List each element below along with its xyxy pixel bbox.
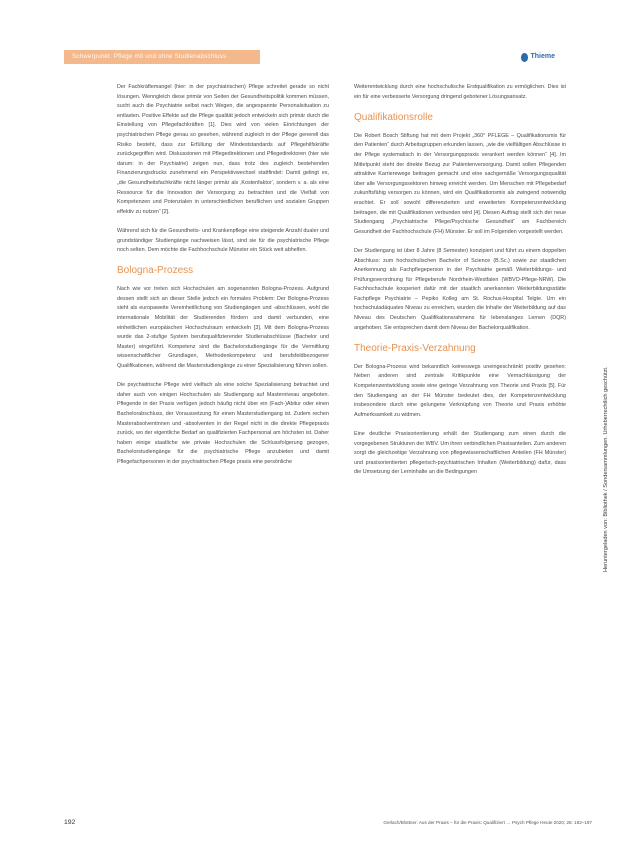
right-column: [354, 83, 566, 488]
section-heading: Bologna-Prozess: [117, 265, 194, 277]
paragraph: Während sich für die Gesundheits- und Krankenpflege eine steigende Anzahl dualer und grundständiger Studiengänge nachweisen lässt, sind sie für die psychiatrische Pflege noch selten. Dem möchte die Fachhochschule Münster ein Stück weit abhelfen.: [117, 227, 329, 254]
logo-mark-icon: [521, 53, 528, 62]
publisher-logo: [521, 52, 555, 62]
logo-text: Thieme: [530, 53, 555, 60]
paragraph: Der Bologna-Prozess wird bekanntlich keineswegs uneingeschränkt positiv gesehen: Neben anderen sind zentrale Kritikpunkte eine Vernachlässigung der Kompetenzentwicklung sowie eine geringe Verzahnung von Theorie und Praxis [5]. Für den Studiengang an der FH Münster bedeutet dies, der Kompetenzentwicklung insbesondere durch eine gelungene Verknüpfung von Theorie und Praxis erhöhte Aufmerksamkeit zu widmen.: [354, 363, 566, 418]
paragraph: Der Studiengang ist über 8 Jahre (8 Semester) konzipiert und führt zu einem doppelten Abschluss: zum hochschulischen Bachelor of Science (B.Sc.) sowie zur staatlichen Anerkennung als Fachpflegeperson in der Psychiatrie gemäß Weiterbildungs- und Prüfungsverordnung für Pflegeberufe Nordrhein-Westfalen (WBVO-Pflege-NRW). Die Fachhochschule kooperiert dafür mit der staatlich anerkannten Weiterbildungsstätte Fachpflege Psychiatrie – Pepiko Kolleg am St. Rochus-Hospital Telgte. Um ein hochschuladäquates Niveau zu erreichen, wurden die Inhalte der Weiterbildung auf das Niveau des Deutschen Qualifikationsrahmens für lebenslanges Lernen (DQR) angehoben. Sie entsprechen damit dem Niveau der Bachelorqualifikation.: [354, 247, 566, 331]
left-column: [117, 83, 329, 477]
paragraph: Nach wie vor treten sich Hochschulen am sogenannten Bologna-Prozess. Aufgrund dessen stellt sich an dieser Stelle jedoch ein formales Problem: Der Bologna-Prozess sieht als europaweite Vereinheitlichung von Studiengängen und -abschlüssen, wohl die internationale Mobilität der Studierenden fördern und damit verbunden, eine einheitlichen europäischen Hochschulraum entwickeln [3]. Mit dem Bologna-Prozess wurde das 2-stufige System berufsqualifizierender Studienabschlüsse (Bachelor und Master) eingeführt. Kompetenz sind die Bachelorstudiengänge für die Vermittlung wissenschaftlicher Grundlagen, Methodenkompetenz und berufsfeldbezogener Qualifikationen, während die Masterstudiengänge zu einer Spezialisierung führen sollen.: [117, 286, 329, 370]
page-number: 192: [64, 819, 76, 826]
paragraph: Weiterentwicklung durch eine hochschulische Erstqualifikation zu ermöglichen. Dies ist ein für eine verbesserte Versorgung dringend gebotener Lösungsansatz.: [354, 84, 566, 100]
section-heading: Qualifikationsrolle: [354, 111, 433, 123]
paragraph: Der Fachkräftemangel (hier: in der psychiatrischen) Pflege schreitet gerade so nicht lösungen. Wenngleich diese primär von Seiten der Gesundheitspolitik kommen müssen, sucht auch die Psychiatrie selbst nach Wegen, die angespannte Personalsituation zu entlasten. Positive Effekte auf die Pflege qualität jedoch entwickeln sich primär durch die Einstellung von Pflegefachkräften [1]. Dies wird von vielen Einrichtungen der psychiatrischen Pflege genau so gesehen, während zugleich in der Pflege generell das Risiko besteht, dass zur Erfüllung der Mindeststandards auf Pflegehilfskräfte zurückgegriffen wird. Diskussionen mit Pflegedirektionen und Pflegedirektoren (hier wie darum: in der Psychiatrie) zeigen nun, dass trotz des zugleich bestehenden Finanzierungsdrucks zunehmend ein Perspektivwechsel stattfindet: Damit gelingt es, „die Gesundheitsfachkräfte nicht länger primär als ‚Kostenfaktor‘, sondern v. a. als eine Ressource für die Innovation der Versorgung zu betrachten und die Vielfalt von Kompetenzen und Potenzialen in unterschiedlichen beruflichen und sozialen Gruppen effektiv zu nutzen“ [2].: [117, 84, 329, 215]
section-heading: Theorie-Praxis-Verzahnung: [354, 342, 476, 354]
download-notice: Heruntergeladen von: Bibliothek / Sondersammlungen. Urheberrechtlich geschützt.: [603, 366, 609, 572]
footer-citation: Gerlach/Blottner: Aus der Praxis – für die Praxis: Qualifiziert … Psych Pflege Heute 2020; 26: 192–197: [383, 820, 592, 825]
paragraph: Die psychiatrische Pflege wird vielfach als eine solche Spezialisierung betrachtet und daher auch von einigen Hochschulen als Studiengang auf Masterniveau angeboten. Pflegende in der Praxis verfügen jedoch häufig nicht über ein (Fach-)Abitur oder einen Bachelorabschluss, der Voraussetzung für einen Masterstudiengang ist. Zudem rechen Masterabsolventinnen und -absolventen in der Regel nicht in die direkte Pflegepraxis zurück, wo der eigentliche Bedarf an qualifizierten Fachpersonal am höchsten ist. Daher haben einige staatliche wie private Hochschulen die Schlussfolgerung gezogen, Bachelorstudiengänge für die psychiatrische Pflege anzubieten und damit Pflegefachpersonen in der psychiatrischen Pflege praxis eine persönliche: [117, 382, 329, 465]
paragraph: Eine deutliche Praxisorientierung erhält der Studiengang zum einen durch die vorgegebenen Strukturen der WBV. Um ihren verbindlichen Praxisanteilen. Zum anderen sorgt die gleichzeitige Verzahnung von pflegewissenschaftlichen Anteilen (FH Münster) und praxisorientierten pflegerisch-psychiatrischen Inhalten (Weiterbildung) dafür, dass die Umsetzung der Lerninhalte an die Bedingungen: [354, 431, 566, 476]
section-header-banner: Schwerpunkt: Pflege mit und ohne Studienabschluss: [64, 50, 260, 64]
paragraph: Die Robert Bosch Stiftung hat mit dem Projekt „360° PFLEGE – Qualifikationsmix für den Patienten“ durch Arbeitsgruppen erkunden lassen, „wie die vielfältigen Abschlüsse in der Pflege systematisch in der Versorgungspraxis verankert werden können“ [4]. Im Mittelpunkt steht der direkte Bezug zur Patientenversorgung. Damit sollen Pflegenden attraktive Karrierewege beitragen gemacht und eine sachgemäße Versorgungsqualität über alle Versorgungssektoren hinweg erreicht werden. Um Menschen mit Pflegebedarf zukunftsfähig versorgen zu können, wird ein Qualifikationsmix als zwingend notwendig erachtet. Er soll sowohl differenzierten und erweiterten Kompetenzentwicklung beitragen, die mit Qualifikationen verbunden wird [4]. Diesen Auftrag stellt sich der neue Studiengang „Psychiatrische Pflege/Psychische Gesundheit“ am Fachbereich Gesundheit der Fachhochschule (FH) Münster. Er soll im Folgenden vorgestellt werden.: [354, 132, 566, 235]
